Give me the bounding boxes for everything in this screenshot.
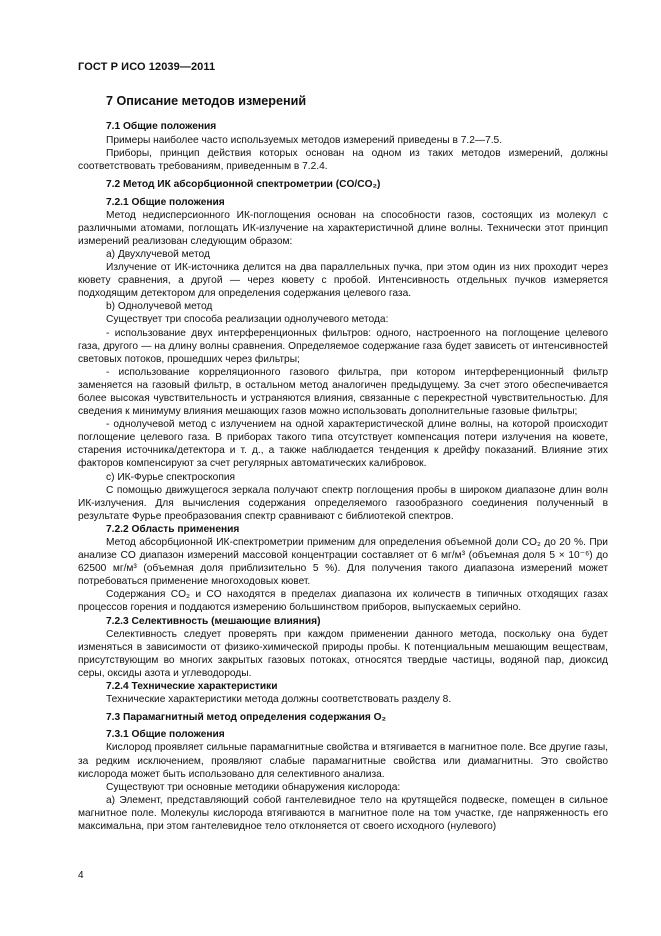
paragraph: Селективность следует проверять при каждом применении данного метода, поскольку она будет изменяться в зависимости от физико-химической природы пробы. К потенциальным мешающим веществам, присутствующим во многих закрытых газовых потоках, относятся твердые частицы, водяной пар, диоксид серы, оксиды азота и углеводороды. <box>78 628 608 679</box>
list-item: - однолучевой метод с излучением на одной характеристической длине волны, на которой происходит поглощение целевого газа. В приборах такого типа отсутствует компенсация потери излучения на кювете, старения источника/детектора и т. д., а также наблюдается тенденция к дрейфу показаний. Влияние этих факторов компенсируют за счет регулярных автоматических калибровок. <box>78 419 608 470</box>
paragraph: Существуют три основные методики обнаружения кислорода: <box>106 781 401 793</box>
section-7-1-heading: 7.1 Общие положения <box>106 121 217 133</box>
list-item: - использование корреляционного газового фильтра, при котором интерференционный фильтр заменяется на газовый фильтр, в остальном метод аналогичен предыдущему. За счет этого обеспечивается более высокая чувствительность и устраняются влияния, связанные с перекрестной чувствительностью. Для сведения к минимуму влияния мешающих газов можно использовать дополнительные газовые фильтры; <box>78 366 608 418</box>
paragraph: Метод абсорбционной ИК-спектрометрии применим для определения объемной доли CO₂ до 20 %. При анализе CO диапазон измерений массовой концентрации составляет от 6 мг/м³ (объемная доля 5 × 10⁻⁶) до 62500 мг/м³ (объемная доля приблизительно 5 %). Для получения такого диапазона измерений может потребоваться применение многоходовых кювет. <box>78 537 608 588</box>
section-7-3-heading: 7.3 Парамагнитный метод определения содержания O₂ <box>106 712 387 724</box>
paragraph: Приборы, принцип действия которых основан на одном из таких методов измерений, должны соответствовать требованиям, приведенным в 7.2.4. <box>78 148 608 173</box>
paragraph: Существует три способа реализации однолучевого метода: <box>106 314 389 326</box>
section-7-2-2-heading: 7.2.2 Область применения <box>106 523 240 535</box>
list-item-label: а) Двухлучевой метод <box>106 248 210 260</box>
section-7-2-4-heading: 7.2.4 Технические характеристики <box>106 681 278 693</box>
paragraph: Содержания CO₂ и CO находятся в пределах диапазона их количеств в типичных отходящих газах процессов горения и поддаются измерению большинством приборов, выпускаемых серийно. <box>78 589 608 614</box>
section-7-2-heading: 7.2 Метод ИК абсорбционной спектрометрии (CO/CO₂) <box>106 179 381 191</box>
list-item: а) Элемент, представляющий собой гантелевидное тело на крутящейся подвеске, помещен в сильное магнитное поле. Молекулы кислорода втягиваются в магнитное поле на том участке, где напряженность его максимальна, при этом гантелевидное тело отклоняется от своего исходного (нулевого) <box>78 794 608 832</box>
page-number: 4 <box>78 870 84 881</box>
paragraph: Кислород проявляет сильные парамагнитные свойства и втягивается в магнитное поле. Все другие газы, за редким исключением, проявляют слабые парамагнитные свойства или диамагнитны. Это свойство кислорода может быть использовано для селективного анализа. <box>78 742 608 780</box>
paragraph: Метод недисперсионного ИК-поглощения основан на способности газов, состоящих из молекул с различными атомами, поглощать ИК-излучение на характеристичной длине волны. Технически этот принцип измерений реализован следующим образом: <box>78 209 608 247</box>
paragraph: С помощью движущегося зеркала получают спектр поглощения пробы в широком диапазоне длин волн ИК-излучения. Для вычисления содержания определяемого газообразного соединения полученный в результате Фурье преобразования спектр сравнивают с библиотекой спектров. <box>78 484 608 522</box>
list-item-label: с) ИК-Фурье спектроскопия <box>106 471 236 483</box>
paragraph: Примеры наиболее часто используемых методов измерений приведены в 7.2—7.5. <box>106 135 503 147</box>
section-7-2-1-heading: 7.2.1 Общие положения <box>106 196 225 208</box>
paragraph: Излучение от ИК-источника делится на два параллельных пучка, при этом один из них проходит через кювету сравнения, а другой — через кювету с пробой. Интенсивность отдельных пучков измеряется подходящим детектором для определения содержания целевого газа. <box>78 262 608 300</box>
document-header: ГОСТ Р ИСО 12039—2011 <box>78 61 216 73</box>
list-item: - использование двух интерференционных фильтров: одного, настроенного на поглощение целевого газа, другого — на длину волны сравнения. Определяемое содержание газа будет зависеть от интенсивностей световых потоков, прошедших через фильтры; <box>78 327 608 365</box>
section-7-2-3-heading: 7.2.3 Селективность (мешающие влияния) <box>106 615 321 627</box>
section-7-3-1-heading: 7.3.1 Общие положения <box>106 729 225 741</box>
section-7-heading: 7 Описание методов измерений <box>106 94 307 108</box>
list-item-label: b) Однолучевой метод <box>106 301 213 313</box>
paragraph: Технические характеристики метода должны соответствовать разделу 8. <box>106 694 452 706</box>
document-body <box>78 86 608 833</box>
